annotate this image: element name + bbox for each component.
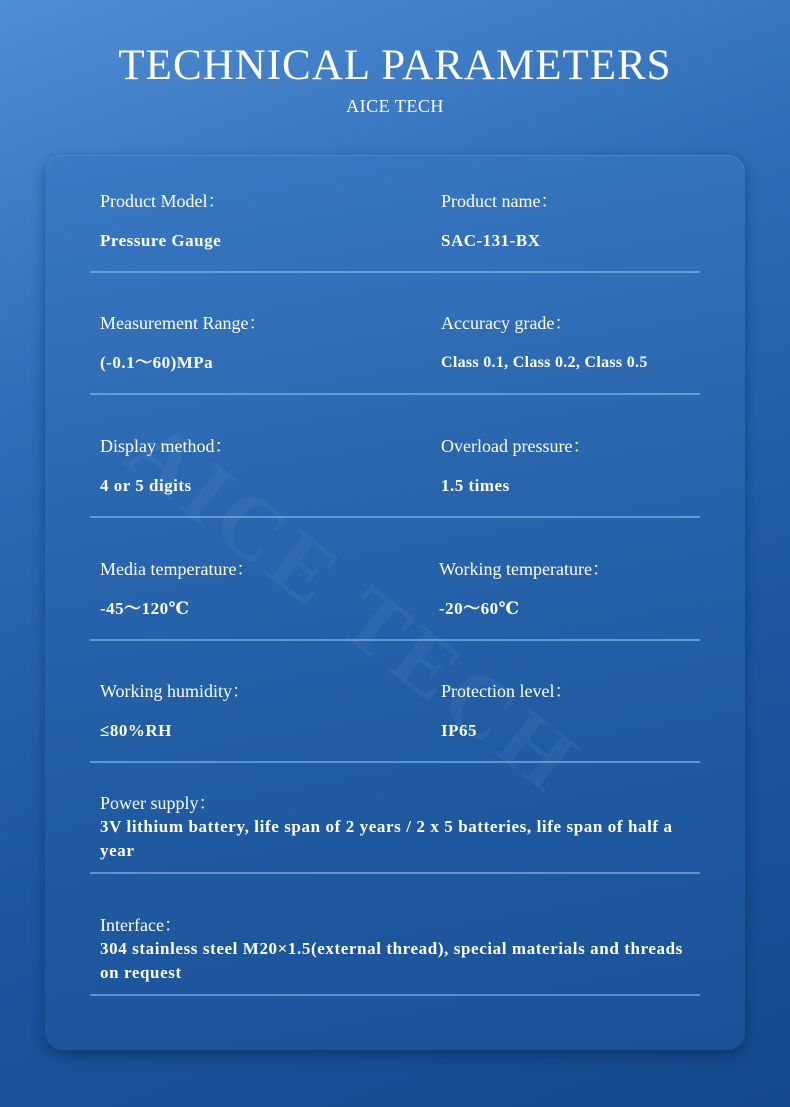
param-label: Interface： bbox=[100, 915, 182, 935]
param-working-humidity bbox=[100, 679, 250, 743]
param-label: Media temperature： bbox=[100, 559, 255, 579]
param-label: Working temperature： bbox=[439, 559, 610, 579]
page-title: TECHNICAL PARAMETERS bbox=[118, 42, 672, 89]
param-working-temperature bbox=[439, 557, 610, 621]
param-label: Display method： bbox=[100, 436, 233, 456]
param-row-temperatures bbox=[90, 557, 700, 641]
param-row-display-overload bbox=[90, 434, 700, 518]
param-label: Accuracy grade： bbox=[441, 313, 573, 333]
param-measurement-range bbox=[100, 311, 266, 375]
param-row-interface bbox=[90, 913, 700, 996]
param-product-name bbox=[441, 189, 558, 253]
param-protection-level bbox=[441, 679, 572, 743]
param-value: SAC-131-BX bbox=[441, 231, 541, 250]
param-value: -45～120℃ bbox=[100, 599, 190, 618]
param-value: 304 stainless steel M20×1.5(external thread), special materials and threads on request bbox=[100, 939, 683, 982]
param-media-temperature bbox=[100, 557, 254, 621]
param-row-power-supply bbox=[90, 791, 700, 874]
param-value: 4 or 5 digits bbox=[100, 476, 192, 495]
param-overload-pressure bbox=[441, 434, 590, 498]
param-label: Power supply： bbox=[100, 793, 217, 813]
param-label: Measurement Range： bbox=[100, 313, 267, 333]
param-display-method bbox=[100, 434, 233, 498]
param-product-model bbox=[100, 189, 226, 253]
param-label: Overload pressure： bbox=[441, 436, 591, 456]
param-row-humidity-protection bbox=[90, 679, 700, 763]
param-value: IP65 bbox=[441, 721, 477, 740]
param-label: Working humidity： bbox=[100, 681, 251, 701]
param-label: Protection level： bbox=[441, 681, 573, 701]
brand-subtitle: AICE TECH bbox=[346, 96, 444, 116]
param-accuracy-grade bbox=[441, 311, 648, 375]
param-value: ≤80%RH bbox=[100, 721, 172, 740]
param-value: (-0.1～60)MPa bbox=[100, 353, 214, 372]
param-row-range-accuracy bbox=[90, 311, 700, 395]
param-label: Product name： bbox=[441, 191, 559, 211]
param-label: Product Model： bbox=[100, 191, 226, 211]
param-value: 3V lithium battery, life span of 2 years / 2 x 5 batteries, life span of half a year bbox=[100, 817, 673, 860]
param-value: Class 0.1, Class 0.2, Class 0.5 bbox=[441, 354, 648, 371]
param-value: Pressure Gauge bbox=[100, 231, 222, 250]
param-value: 1.5 times bbox=[441, 476, 510, 495]
param-value: -20～60℃ bbox=[439, 599, 520, 618]
param-row-model-name bbox=[90, 189, 700, 273]
